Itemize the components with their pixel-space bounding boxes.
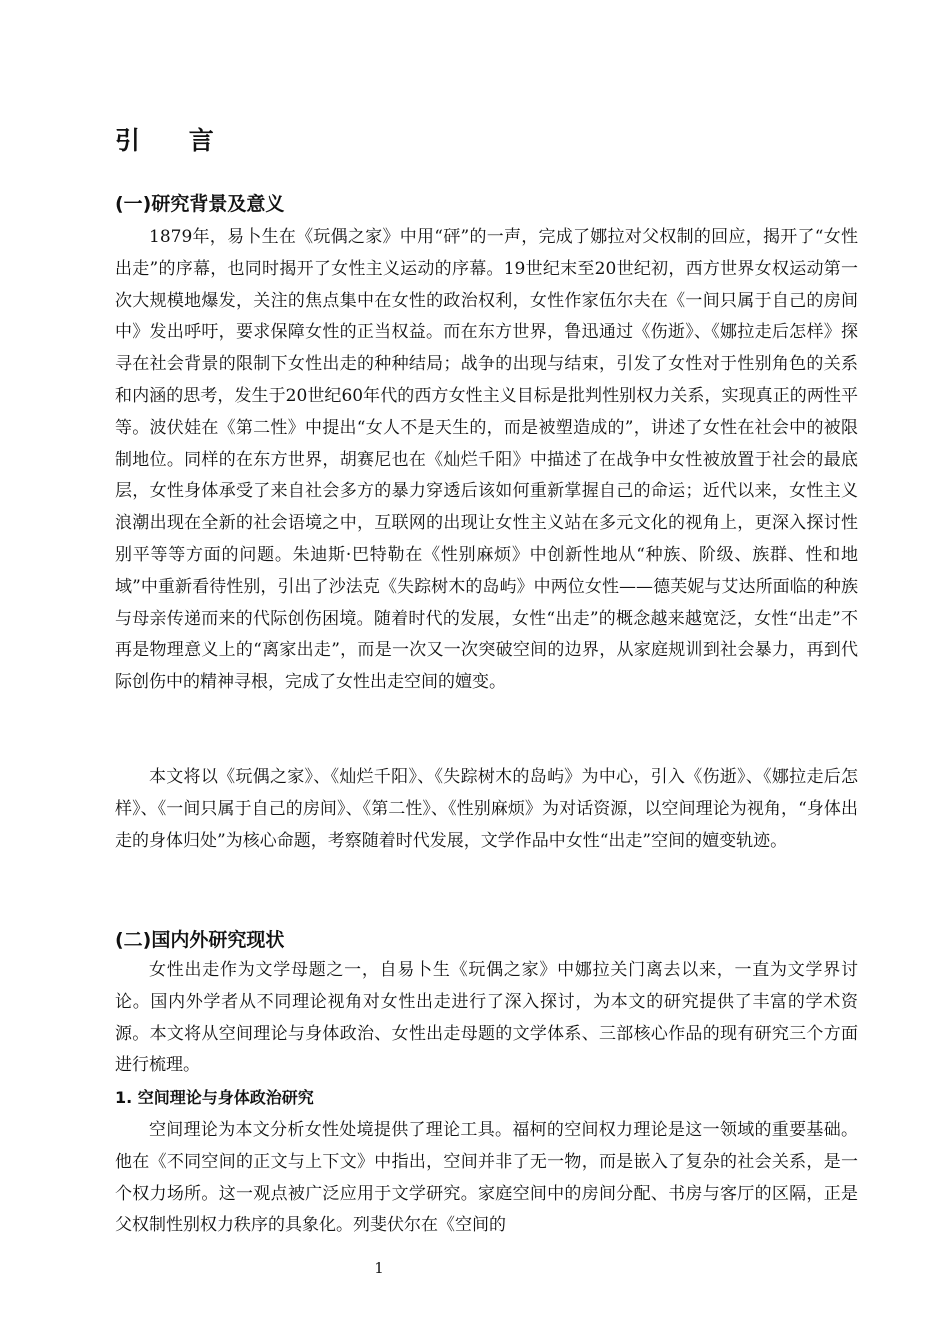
paragraph-scope: 本文将以《玩偶之家》、《灿烂千阳》、《失踪树木的岛屿》为中心，引入《伤逝》、《娜拉走后怎样》、《一间只属于自己的房间》、《第二性》、《性别麻烦》为对话资源，以空间理论为视角，“身体出走的身体归处”为核心命题，考察随着时代发展，文学作品中女性“出走”空间的嬗变轨迹。 <box>115 767 858 851</box>
page-title: 引 言 <box>115 126 234 155</box>
paragraph-background: 1879年，易卜生在《玩偶之家》中用“砰”的一声，完成了娜拉对父权制的回应，揭开了“女性出走”的序幕，也同时揭开了女性主义运动的序幕。19世纪末至20世纪初，西方世界女权运动第一次大规模地爆发，关注的焦点集中在女性的政治权利，女性作家伍尔夫在《一间只属于自己的房间中》发出呼吁，要求保障女性的正当权益。而在东方世界，鲁迅通过《伤逝》、《娜拉走后怎样》探寻在社会背景的限制下女性出走的种种结局；战争的出现与结束，引发了女性对于性别角色的关系和内涵的思考，发生于20世纪60年代的西方女性主义目标是批判性别权力关系，实现真正的两性平等。波伏娃在《第二性》中提出“女人不是天生的，而是被塑造成的”，讲述了女性在社会中的被限制地位。同样的在东方世界，胡赛尼也在《灿烂千阳》中描述了在战争中女性被放置于社会的最底层，女性身体承受了来自社会多方的暴力穿透后该如何重新掌握自己的命运；近代以来，女性主义浪潮出现在全新的社会语境之中，互联网的出现让女性主义站在多元文化的视角上，更深入探讨性别平等等方面的问题。朱迪斯·巴特勒在《性别麻烦》中创新性地从“种族、阶级、族群、性和地域”中重新看待性别，引出了沙法克《失踪树木的岛屿》中两位女性——德芙妮与艾达所面临的种族与母亲传递而来的代际创伤困境。随着时代的发展，女性“出走”的概念越来越宽泛，女性“出走”不再是物理意义上的“离家出走”，而是一次又一次突破空间的边界，从家庭规训到社会暴力，再到代际创伤中的精神寻根，完成了女性出走空间的嬗变。 <box>115 227 858 693</box>
section-heading-research-status: (二)国内外研究现状 <box>115 929 285 951</box>
paragraph-space-theory: 空间理论为本文分析女性处境提供了理论工具。福柯的空间权力理论是这一领域的重要基础。他在《不同空间的正文与上下文》中指出，空间并非了无一物，而是嵌入了复杂的社会关系，是一个权力场所。这一观点被广泛应用于文学研究。家庭空间中的房间分配、书房与客厅的区隔，正是父权制性别权力秩序的具象化。列斐伏尔在《空间的 <box>115 1120 858 1236</box>
paragraph-research-status: 女性出走作为文学母题之一，自易卜生《玩偶之家》中娜拉关门离去以来，一直为文学界讨论。国内外学者从不同理论视角对女性出走进行了深入探讨，为本文的研究提供了丰富的学术资源。本文将从空间理论与身体政治、女性出走母题的文学体系、三部核心作品的现有研究三个方面进行梳理。 <box>115 960 858 1076</box>
section-heading-background: (一)研究背景及意义 <box>115 193 285 215</box>
page-number: 1 <box>374 1259 384 1277</box>
subsection-heading-space-theory: 1. 空间理论与身体政治研究 <box>115 1088 314 1107</box>
